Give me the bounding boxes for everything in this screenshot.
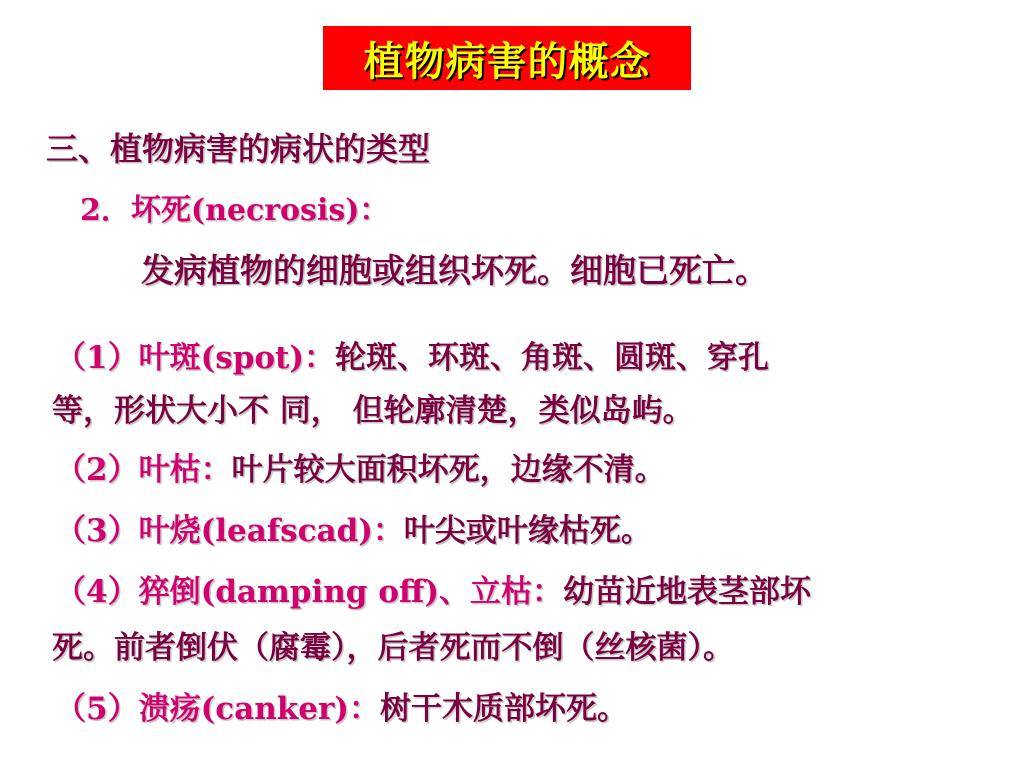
list-item-canker xyxy=(55,683,628,728)
item-description: 叶尖或叶缘枯死。 xyxy=(403,513,652,549)
necrosis-subheading: 2．坏死(necrosis)： xyxy=(80,193,390,228)
list-item-damping-off-continued: 死。前者倒伏（腐霉），后者死而不倒（丝核菌）。 xyxy=(52,630,734,666)
item-description: 幼苗近地表茎部坏 xyxy=(563,574,812,610)
list-item-leaf-scorch xyxy=(55,505,652,550)
item-term: （3）叶烧(leafscad)： xyxy=(55,513,404,549)
list-item-damping-off xyxy=(55,566,811,611)
necrosis-definition: 发病植物的细胞或组织坏死。细胞已死亡。 xyxy=(141,251,768,290)
item-term: （2）叶枯： xyxy=(55,452,232,488)
list-item-leaf-blight xyxy=(55,444,666,489)
item-term: （4）猝倒(damping off)、立枯： xyxy=(55,574,564,610)
slide-title: 植物病害的概念 xyxy=(363,38,651,85)
item-term: （1）叶斑(spot)： xyxy=(55,340,336,376)
item-description: 叶片较大面积坏死，边缘不清。 xyxy=(231,452,666,488)
section-heading: 三、植物病害的病状的类型 xyxy=(46,130,431,168)
item-term: （5）溃疡(canker)： xyxy=(55,691,380,727)
item-description: 树干木质部坏死。 xyxy=(379,691,628,727)
list-item-leaf-spot-continued: 等，形状大小不 同， 但轮廓清楚，类似岛屿。 xyxy=(52,393,694,429)
item-description: 轮斑、环斑、角斑、圆斑、穿孔 xyxy=(335,340,770,376)
list-item-leaf-spot xyxy=(55,332,769,377)
title-box xyxy=(323,26,691,90)
